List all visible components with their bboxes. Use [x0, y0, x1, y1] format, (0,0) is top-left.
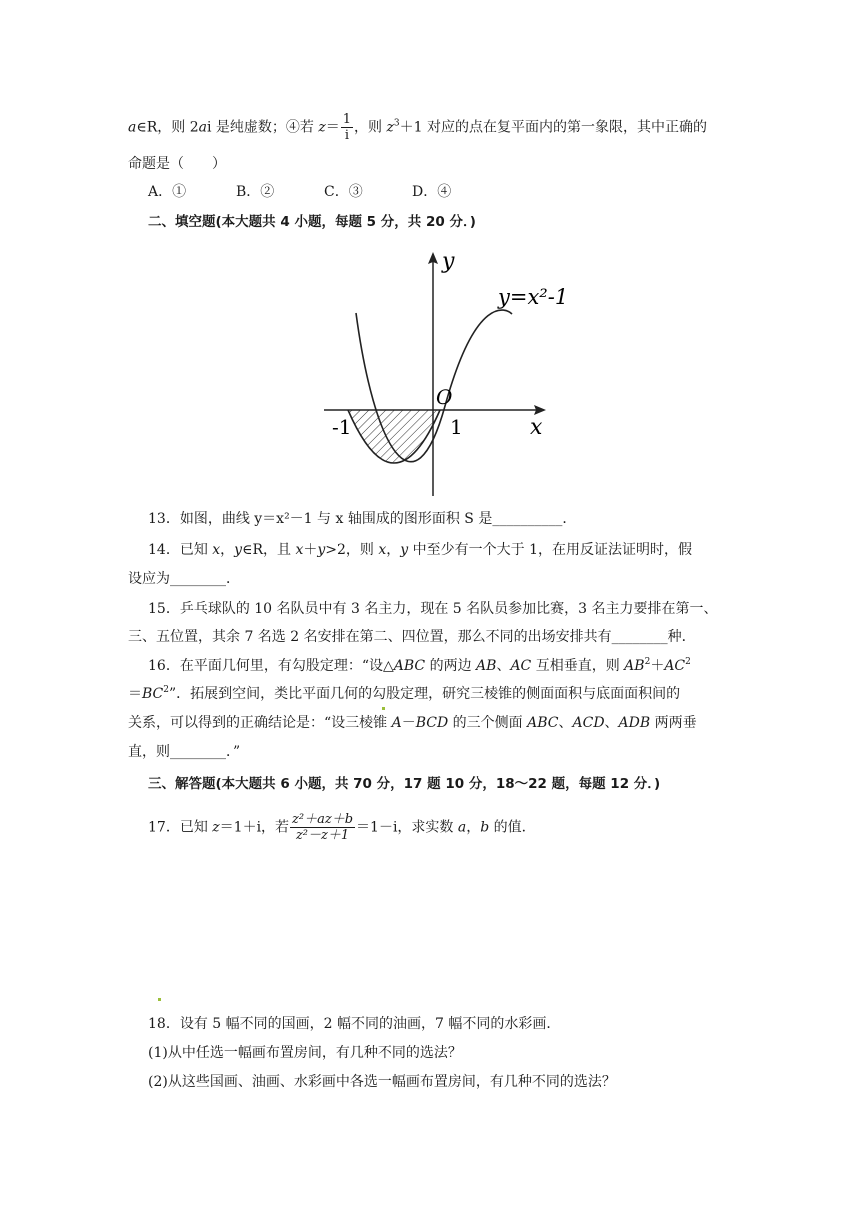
section-2-title: 二、填空题(本大题共 4 小题，每题 5 分，共 20 分．) — [148, 214, 476, 230]
q12-line-2: 命题是（ ） — [128, 156, 226, 172]
question-18-line-1: 18．设有 5 幅不同的国画，2 幅不同的油画，7 幅不同的水彩画． — [148, 1016, 561, 1032]
q12-line-1: a∈R，则 2ai 是纯虚数；④若 z＝ $\frac{1}{i}$ ，则 $z^3+1$ 对应的点在复平面内的第一象限，其中正确的 — [128, 112, 707, 143]
question-18-part-1: (1)从中任选一幅画布置房间，有几种不同的选法？ — [148, 1045, 462, 1061]
fraction-one-over-i: $\frac{1}{i}$ — [342, 112, 352, 143]
question-17: 17．已知 z＝1＋i，若 $\frac{\text{z²＋az＋b}}{\text{z²－z＋1}}$ ＝1－i，求实数 a，b 的值． — [148, 812, 536, 843]
question-14-line-1: 14．已知 x，y∈R，且 x＋y>2，则 x，y 中至少有一个大于 1，在用反证法证明时，假 — [148, 542, 693, 558]
option-c: C．③ — [324, 184, 363, 200]
question-16-line-2: $=BC^2$”．拓展到空间，类比平面几何的勾股定理，研究三棱锥的侧面面积与底面面积间的 — [128, 685, 681, 702]
option-b: B．② — [236, 184, 275, 200]
question-13: 13．如图，曲线 y＝x²－1 与 x 轴围成的图形面积 S 是__________． — [148, 511, 577, 527]
curve-label: y=x²-1 — [498, 285, 569, 309]
parabola-figure — [310, 248, 569, 500]
tick-label-one: 1 — [450, 415, 463, 439]
origin-label: O — [436, 385, 453, 409]
fraction-expression: $\frac{\text{z²＋az＋b}}{\text{z²－z＋1}}$ — [292, 812, 354, 843]
section-3-title: 三、解答题(本大题共 6 小题，共 70 分，17 题 10 分，18～22 题，每题 12 分．) — [148, 776, 661, 792]
y-axis-label: y — [442, 249, 455, 274]
stray-dot — [158, 998, 161, 1001]
question-16-line-1: 16．在平面几何里，有勾股定理：“设△ABC 的两边 AB、AC 互相垂直，则 $AB^2+AC^2$ — [148, 657, 691, 674]
stray-dot — [382, 707, 385, 710]
option-d: D．④ — [412, 184, 452, 200]
question-14-line-2: 设应为________． — [128, 571, 240, 587]
x-axis-label: x — [530, 415, 543, 440]
tick-label-neg-one: -1 — [332, 415, 352, 439]
question-18-part-2: (2)从这些国画、油画、水彩画中各选一幅画布置房间，有几种不同的选法？ — [148, 1074, 616, 1090]
q12-options — [148, 182, 500, 202]
option-a: A．① — [148, 184, 187, 200]
question-16-line-4: 直，则________．” — [128, 744, 241, 760]
question-16-line-3: 关系，可以得到的正确结论是：“设三棱锥 A－BCD 的三个侧面 ABC、ACD、ADB 两两垂 — [128, 715, 697, 731]
question-15-line-1: 15．乒乓球队的 10 名队员中有 3 名主力，现在 5 名队员参加比赛，3 名主力要排在第一、 — [148, 601, 718, 617]
question-15-line-2: 三、五位置，其余 7 名选 2 名安排在第二、四位置，那么不同的出场安排共有________种． — [128, 629, 696, 645]
